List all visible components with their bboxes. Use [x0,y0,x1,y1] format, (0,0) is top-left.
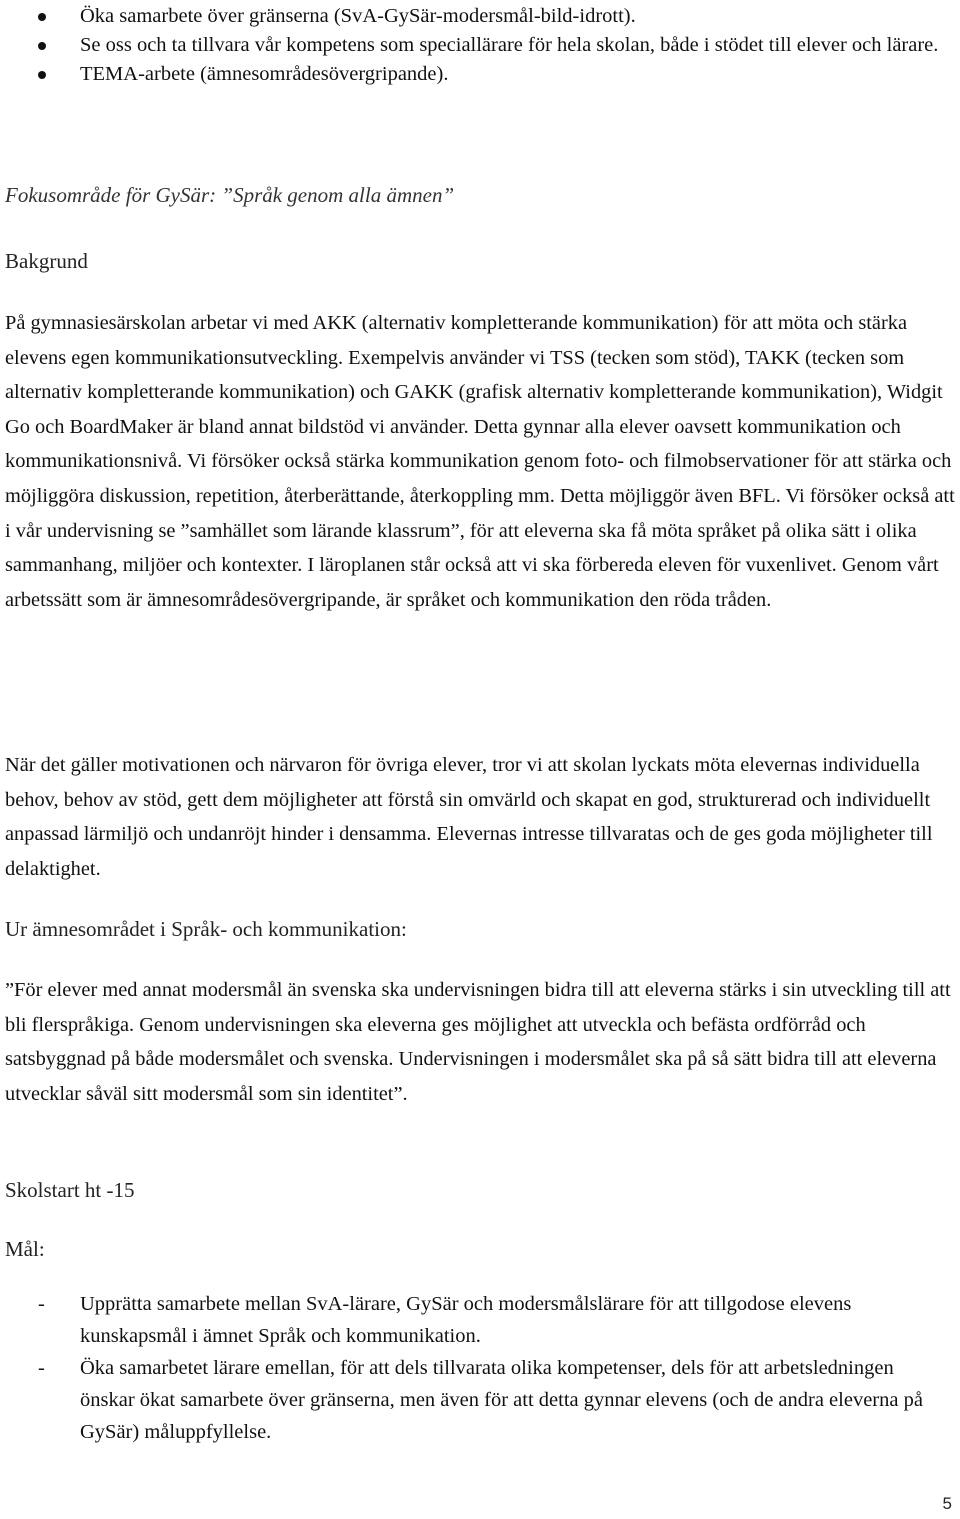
bullet-icon [38,42,46,50]
subject-label: Ur ämnesområdet i Språk- och kommunikation: [5,917,407,941]
dash-icon: - [38,1293,45,1315]
bullet-item [0,31,950,60]
goals-list [0,1288,950,1448]
school-start-label: Skolstart ht -15 [5,1178,135,1202]
bullet-text: TEMA-arbete (ämnesområdesövergripande). [80,63,449,85]
goals-label: Mål: [5,1237,45,1261]
bullet-text: Öka samarbete över gränserna (SvA-GySär-modersmål-bild-idrott). [80,5,636,27]
bullet-list [0,2,950,89]
bullet-item [0,2,950,31]
paragraph-background: På gymnasiesärskolan arbetar vi med AKK (alternativ kompletterande kommunikation) för att möta och stärka elevens egen kommunikationsutveckling. Exempelvis använder vi TSS (tecken som stöd), TAKK (tecken som alternativ kompletterande kommunikation) och GAKK (grafisk alternativ kompletterande kommunikation), Widgit Go och BoardMaker är bland annat bildstöd vi använder. Detta gynnar alla elever oavsett kommunikation och kommunikationsnivå. Vi försöker också stärka kommunikation genom foto- och filmobservationer för att stärka och möjliggöra diskussion, repetition, återberättande, återkoppling mm. Detta möjliggör även BFL. Vi försöker också att i vår undervisning se ”samhället som lärande klassrum”, för att eleverna ska få möta språket på olika sätt i olika sammanhang, miljöer och kontexter. I läroplanen står också att vi ska förbereda eleven för vuxenlivet. Genom vårt arbetssätt som är ämnesområdesövergripande, är språket och kommunikation den röda tråden. [5,312,955,611]
goal-text: Upprätta samarbete mellan SvA-lärare, GySär och modersmålslärare för att tillgodose elevens kunskapsmål i ämnet Språk och kommunikation. [80,1293,852,1347]
goal-item [0,1288,950,1352]
goal-text: Öka samarbetet lärare emellan, för att dels tillvarata olika kompetenser, dels för att arbetsledningen önskar ökat samarbete över gränserna, men även för att detta gynnar elevens (och de andra eleverna på GySär) måluppfyllelse. [80,1357,923,1443]
bullet-item [0,60,950,89]
background-label: Bakgrund [5,249,88,273]
goal-item [0,1352,950,1448]
bullet-icon [38,71,46,79]
dash-icon: - [38,1357,45,1379]
quote-paragraph: ”För elever med annat modersmål än svenska ska undervisningen bidra till att eleverna stärks i sin utveckling till att bli flerspråkiga. Genom undervisningen ska eleverna ges möjlighet att utveckla och befästa ordförråd och satsbyggnad på både modersmålet och svenska. Undervisningen i modersmålet ska på så sätt bidra till att eleverna utvecklar såväl sitt modersmål som sin identitet”. [5,979,951,1105]
bullet-icon [38,13,46,21]
focus-heading: Fokusområde för GySär: ”Språk genom alla ämnen” [5,183,455,207]
bullet-text: Se oss och ta tillvara vår kompetens som speciallärare för hela skolan, både i stödet till elever och lärare. [80,34,939,56]
page-number: 5 [942,1494,952,1513]
paragraph-motivation: När det gäller motivationen och närvaron för övriga elever, tror vi att skolan lyckats möta elevernas individuella behov, behov av stöd, gett dem möjligheter att förstå sin omvärld och skapat en god, strukturerad och individuellt anpassad lärmiljö och undanröjt hinder i densamma. Elevernas intresse tillvaratas och de ges goda möjligheter till delaktighet. [5,754,933,880]
